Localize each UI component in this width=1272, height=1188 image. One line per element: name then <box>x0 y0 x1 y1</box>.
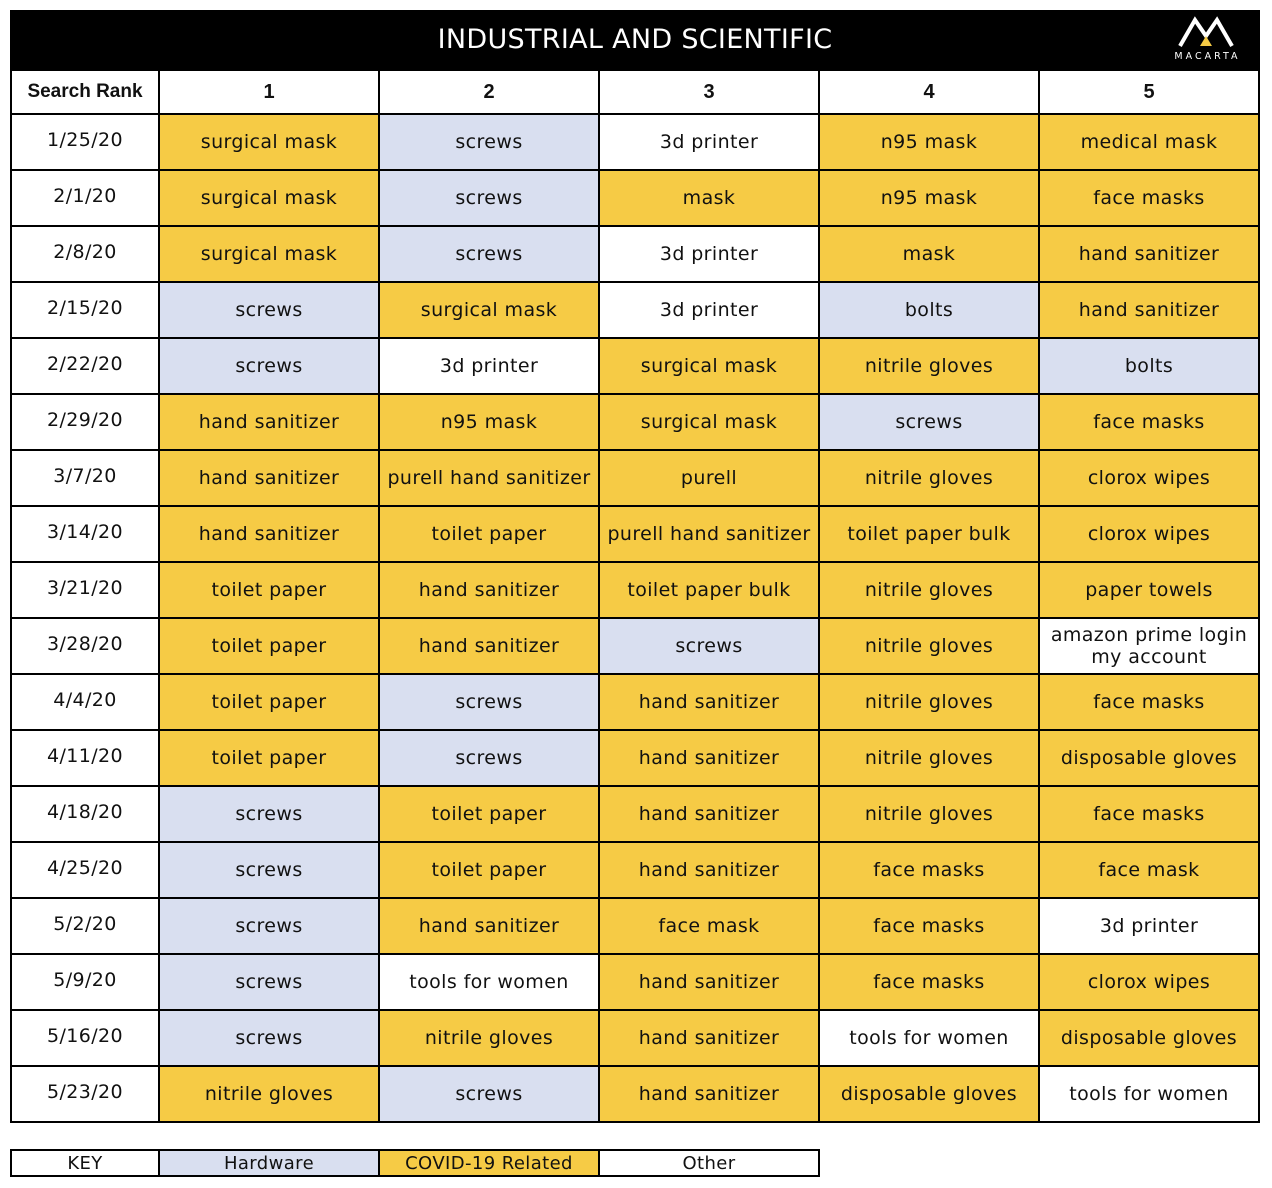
table-row <box>11 1010 1259 1066</box>
key-label: KEY <box>11 1150 159 1176</box>
row-date: 3/7/20 <box>11 450 159 506</box>
row-date: 2/1/20 <box>11 170 159 226</box>
search-term-cell: bolts <box>1039 338 1259 394</box>
search-term-cell: nitrile gloves <box>819 674 1039 730</box>
row-date: 3/14/20 <box>11 506 159 562</box>
row-date: 4/25/20 <box>11 842 159 898</box>
search-term-cell: surgical mask <box>159 226 379 282</box>
row-date: 3/28/20 <box>11 618 159 674</box>
table-row <box>11 226 1259 282</box>
search-term-cell: nitrile gloves <box>819 730 1039 786</box>
search-term-cell: surgical mask <box>159 114 379 170</box>
column-header: 3 <box>599 70 819 114</box>
search-term-cell: clorox wipes <box>1039 954 1259 1010</box>
row-date: 4/18/20 <box>11 786 159 842</box>
search-term-cell: hand sanitizer <box>599 842 819 898</box>
key-row <box>11 1150 819 1176</box>
search-term-cell: hand sanitizer <box>599 674 819 730</box>
search-term-cell: toilet paper <box>159 562 379 618</box>
search-term-cell: clorox wipes <box>1039 450 1259 506</box>
search-term-cell: mask <box>819 226 1039 282</box>
search-term-cell: nitrile gloves <box>379 1010 599 1066</box>
search-term-cell: hand sanitizer <box>379 562 599 618</box>
search-term-cell: screws <box>159 786 379 842</box>
search-term-cell: face masks <box>819 842 1039 898</box>
search-term-cell: face masks <box>1039 394 1259 450</box>
search-term-cell: screws <box>159 954 379 1010</box>
search-term-cell: n95 mask <box>819 114 1039 170</box>
row-date: 2/29/20 <box>11 394 159 450</box>
search-term-cell: 3d printer <box>599 282 819 338</box>
search-rank-table <box>10 69 1260 1123</box>
search-term-cell: tools for women <box>819 1010 1039 1066</box>
search-term-cell: screws <box>379 730 599 786</box>
search-term-cell: screws <box>159 282 379 338</box>
brand-name: MACARTA <box>1174 51 1241 62</box>
search-term-cell: mask <box>599 170 819 226</box>
row-date: 5/23/20 <box>11 1066 159 1122</box>
search-term-cell: tools for women <box>379 954 599 1010</box>
search-term-cell: hand sanitizer <box>599 1066 819 1122</box>
search-term-cell: face masks <box>1039 170 1259 226</box>
search-term-cell: toilet paper <box>159 730 379 786</box>
search-term-cell: 3d printer <box>379 338 599 394</box>
search-term-cell: toilet paper bulk <box>819 506 1039 562</box>
search-term-cell: nitrile gloves <box>159 1066 379 1122</box>
search-term-cell: purell hand sanitizer <box>379 450 599 506</box>
search-term-cell: hand sanitizer <box>599 954 819 1010</box>
row-date: 1/25/20 <box>11 114 159 170</box>
title-bar <box>10 10 1260 70</box>
search-term-cell: screws <box>379 114 599 170</box>
search-term-cell: screws <box>379 1066 599 1122</box>
search-term-cell: screws <box>159 338 379 394</box>
search-term-cell: hand sanitizer <box>159 450 379 506</box>
column-header: 1 <box>159 70 379 114</box>
row-date: 2/8/20 <box>11 226 159 282</box>
search-term-cell: nitrile gloves <box>819 450 1039 506</box>
search-term-cell: hand sanitizer <box>1039 226 1259 282</box>
search-term-cell: toilet paper bulk <box>599 562 819 618</box>
table-row <box>11 786 1259 842</box>
search-term-cell: disposable gloves <box>1039 1010 1259 1066</box>
search-term-cell: 3d printer <box>1039 898 1259 954</box>
search-term-cell: hand sanitizer <box>159 506 379 562</box>
table-row <box>11 842 1259 898</box>
legend-key <box>10 1149 820 1177</box>
search-term-cell: n95 mask <box>819 170 1039 226</box>
search-term-cell: face masks <box>819 954 1039 1010</box>
search-term-cell: nitrile gloves <box>819 562 1039 618</box>
row-date: 5/16/20 <box>11 1010 159 1066</box>
search-term-cell: toilet paper <box>379 506 599 562</box>
search-term-cell: screws <box>379 674 599 730</box>
search-term-cell: 3d printer <box>599 226 819 282</box>
search-term-cell: face mask <box>599 898 819 954</box>
search-term-cell: screws <box>379 226 599 282</box>
search-term-cell: face masks <box>1039 674 1259 730</box>
key-hardware: Hardware <box>159 1150 379 1176</box>
row-date: 3/21/20 <box>11 562 159 618</box>
table-row <box>11 674 1259 730</box>
search-term-cell: nitrile gloves <box>819 338 1039 394</box>
search-term-cell: nitrile gloves <box>819 786 1039 842</box>
search-term-cell: face masks <box>819 898 1039 954</box>
table-row <box>11 170 1259 226</box>
row-date: 2/15/20 <box>11 282 159 338</box>
search-term-cell: medical mask <box>1039 114 1259 170</box>
search-term-cell: purell hand sanitizer <box>599 506 819 562</box>
column-header: 2 <box>379 70 599 114</box>
search-term-cell: surgical mask <box>159 170 379 226</box>
search-term-cell: bolts <box>819 282 1039 338</box>
table-row <box>11 618 1259 674</box>
search-term-cell: 3d printer <box>599 114 819 170</box>
table-row <box>11 1066 1259 1122</box>
table-row <box>11 338 1259 394</box>
table-row <box>11 394 1259 450</box>
search-term-cell: hand sanitizer <box>599 730 819 786</box>
search-term-cell: hand sanitizer <box>599 1010 819 1066</box>
search-term-cell: surgical mask <box>599 338 819 394</box>
mountain-logo-icon <box>1178 14 1234 48</box>
search-term-cell: amazon prime login my account <box>1039 618 1259 674</box>
search-term-cell: toilet paper <box>379 786 599 842</box>
search-term-cell: disposable gloves <box>1039 730 1259 786</box>
search-term-cell: screws <box>159 898 379 954</box>
table-row <box>11 282 1259 338</box>
search-term-cell: hand sanitizer <box>379 898 599 954</box>
search-term-cell: screws <box>159 842 379 898</box>
table-row <box>11 898 1259 954</box>
table-row <box>11 562 1259 618</box>
search-term-cell: face mask <box>1039 842 1259 898</box>
search-term-cell: purell <box>599 450 819 506</box>
row-date: 5/9/20 <box>11 954 159 1010</box>
search-term-cell: nitrile gloves <box>819 618 1039 674</box>
key-other: Other <box>599 1150 819 1176</box>
search-term-cell: screws <box>599 618 819 674</box>
search-term-cell: screws <box>819 394 1039 450</box>
search-term-cell: toilet paper <box>379 842 599 898</box>
search-term-cell: screws <box>379 170 599 226</box>
table-row <box>11 730 1259 786</box>
table-row <box>11 954 1259 1010</box>
search-term-cell: paper towels <box>1039 562 1259 618</box>
rank-header: Search Rank <box>11 70 159 114</box>
search-term-cell: surgical mask <box>599 394 819 450</box>
table-row <box>11 506 1259 562</box>
search-term-cell: n95 mask <box>379 394 599 450</box>
search-term-cell: hand sanitizer <box>159 394 379 450</box>
search-term-cell: toilet paper <box>159 674 379 730</box>
search-term-cell: hand sanitizer <box>1039 282 1259 338</box>
key-covid: COVID-19 Related <box>379 1150 599 1176</box>
table-row <box>11 114 1259 170</box>
page-title: INDUSTRIAL AND SCIENTIFIC <box>437 24 833 55</box>
column-header: 4 <box>819 70 1039 114</box>
search-term-cell: hand sanitizer <box>379 618 599 674</box>
search-term-cell: hand sanitizer <box>599 786 819 842</box>
column-header: 5 <box>1039 70 1259 114</box>
table-header-row <box>11 70 1259 114</box>
search-term-cell: screws <box>159 1010 379 1066</box>
search-term-cell: surgical mask <box>379 282 599 338</box>
search-term-cell: tools for women <box>1039 1066 1259 1122</box>
row-date: 4/4/20 <box>11 674 159 730</box>
row-date: 4/11/20 <box>11 730 159 786</box>
brand-logo <box>1164 14 1248 68</box>
search-term-cell: disposable gloves <box>819 1066 1039 1122</box>
row-date: 2/22/20 <box>11 338 159 394</box>
table-row <box>11 450 1259 506</box>
search-term-cell: clorox wipes <box>1039 506 1259 562</box>
search-term-cell: toilet paper <box>159 618 379 674</box>
search-term-cell: face masks <box>1039 786 1259 842</box>
row-date: 5/2/20 <box>11 898 159 954</box>
